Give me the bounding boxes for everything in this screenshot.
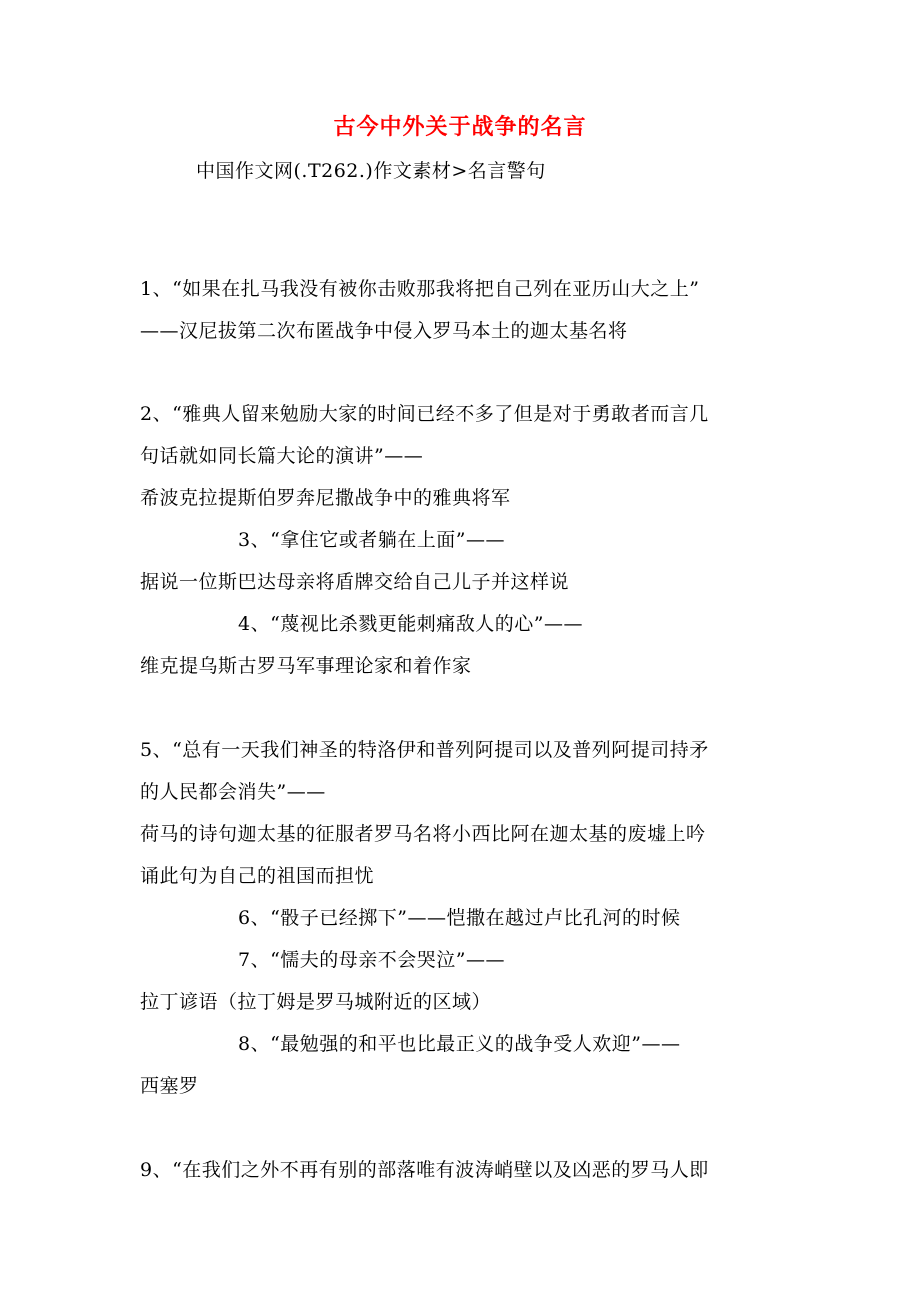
quote-2-line-2: 句话就如同长篇大论的演讲”——: [140, 445, 424, 467]
quote-8-line-2: 西塞罗: [140, 1075, 199, 1097]
quote-4-line-2: 维克提乌斯古罗马军事理论家和着作家: [140, 655, 472, 677]
quote-3-line-2: 据说一位斯巴达母亲将盾牌交给自己儿子并这样说: [140, 571, 570, 593]
document-title: 古今中外关于战争的名言: [333, 115, 587, 140]
quote-1-line-2: ——汉尼拔第二次布匿战争中侵入罗马本土的迦太基名将: [140, 320, 628, 342]
quote-7-line-2: 拉丁谚语（拉丁姆是罗马城附近的区域）: [140, 991, 492, 1013]
quote-7-line-1: 7、“懦夫的母亲不会哭泣”——: [238, 949, 506, 971]
quote-2-line-3: 希波克拉提斯伯罗奔尼撒战争中的雅典将军: [140, 487, 511, 509]
quote-4-line-1: 4、“蔑视比杀戮更能刺痛敌人的心”——: [238, 613, 584, 635]
quote-6-line-1: 6、“骰子已经掷下”——恺撒在越过卢比孔河的时候: [238, 907, 681, 929]
quote-3-line-1: 3、“拿住它或者躺在上面”——: [238, 529, 506, 551]
source-line: 中国作文网(.T262.)作文素材>名言警句: [196, 160, 546, 182]
quote-5-line-3: 荷马的诗句迦太基的征服者罗马名将小西比阿在迦太基的废墟上吟: [140, 823, 706, 845]
quote-8-line-1: 8、“最勉强的和平也比最正义的战争受人欢迎”——: [238, 1033, 681, 1055]
quote-2-line-1: 2、“雅典人留来勉励大家的时间已经不多了但是对于勇敢者而言几: [140, 403, 709, 425]
quote-9-line-1: 9、“在我们之外不再有别的部落唯有波涛峭壁以及凶恶的罗马人即: [140, 1159, 709, 1181]
quote-1-line-1: 1、“如果在扎马我没有被你击败那我将把自己列在亚历山大之上”: [140, 278, 700, 300]
quote-5-line-1: 5、“总有一天我们神圣的特洛伊和普列阿提司以及普列阿提司持矛: [140, 739, 709, 761]
quote-5-line-2: 的人民都会消失”——: [140, 781, 326, 803]
quote-5-line-4: 诵此句为自己的祖国而担忧: [140, 865, 375, 887]
